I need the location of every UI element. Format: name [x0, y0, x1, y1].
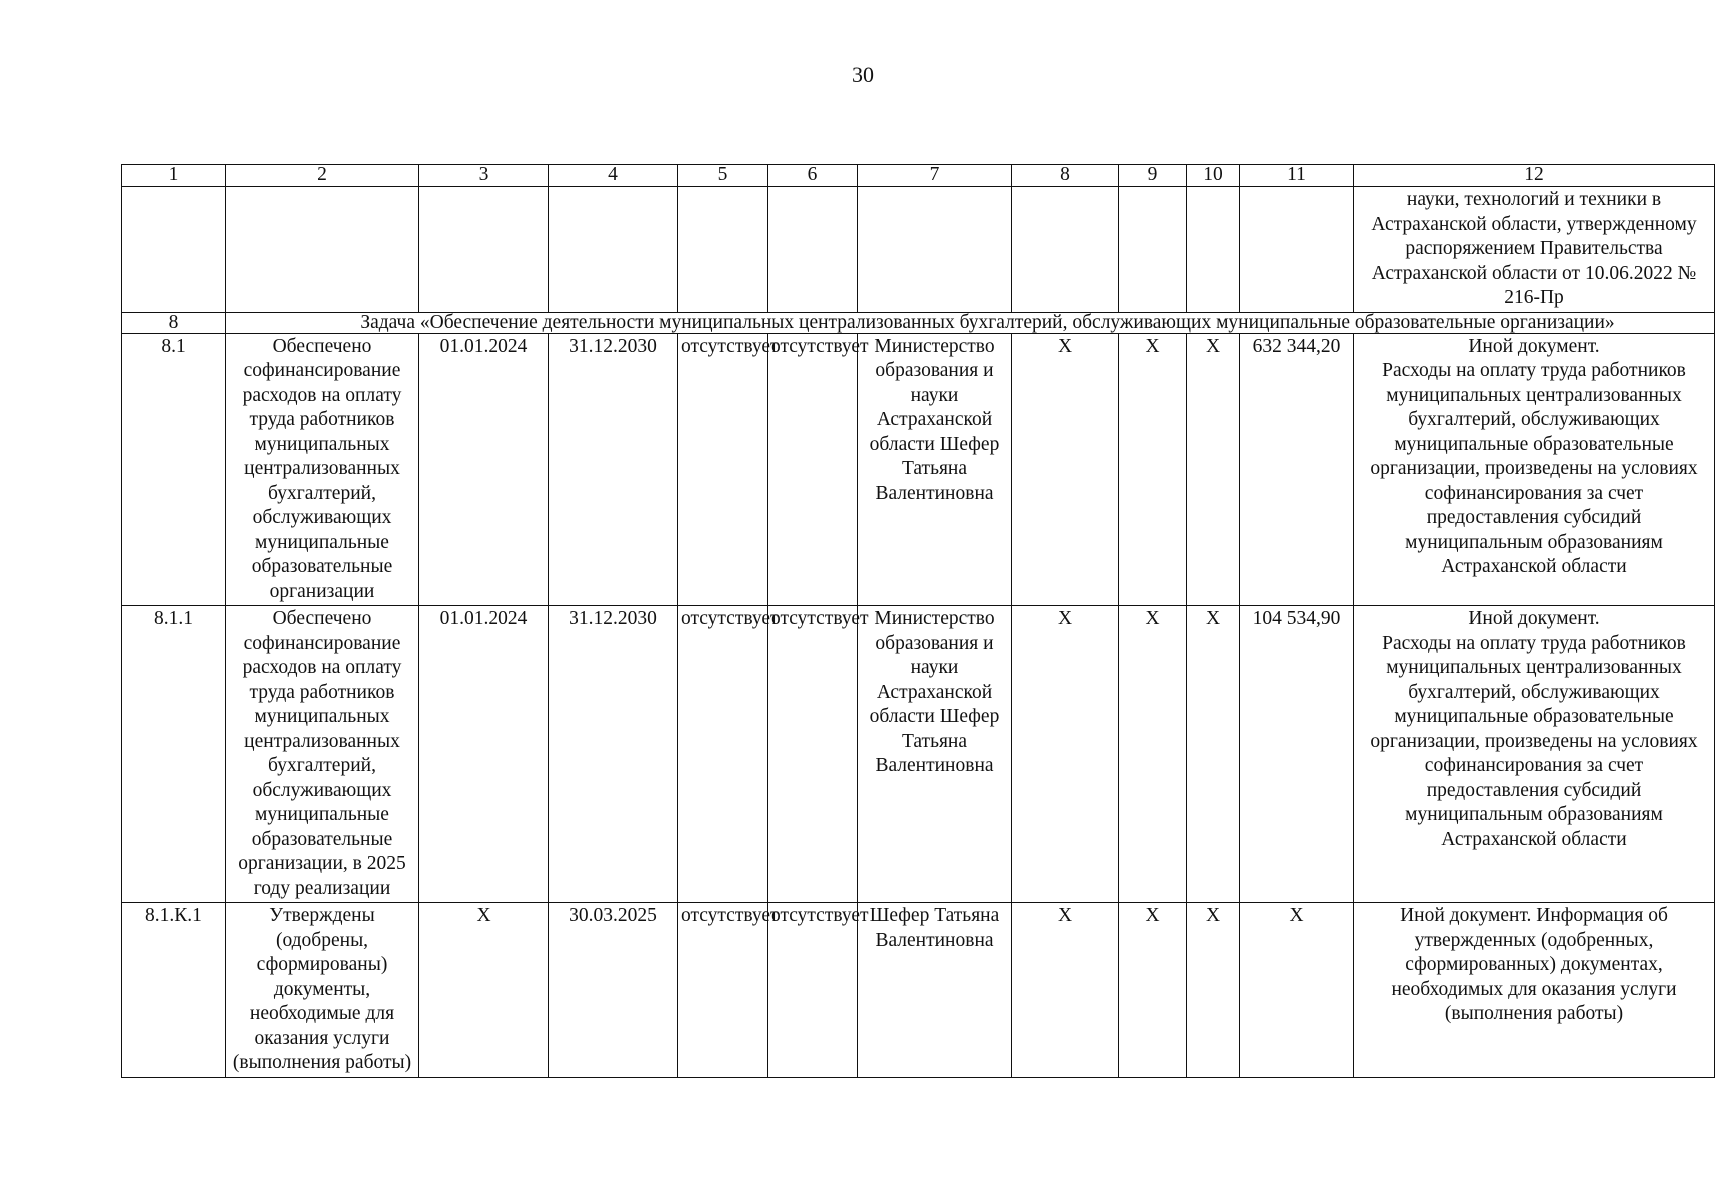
- empty-cell: [226, 187, 419, 313]
- document-title: Иной документ.: [1468, 335, 1600, 357]
- col8-value: X: [1012, 903, 1119, 1078]
- column-number: 2: [226, 165, 419, 187]
- row-number: 8.1: [122, 333, 226, 606]
- start-date: X: [419, 903, 549, 1078]
- result-name: Утверждены (одобрены, сформированы) документы, необходимые для оказания услуги (выполнения работы): [226, 903, 419, 1078]
- plan-table: [121, 164, 1715, 1078]
- task-number: 8: [122, 312, 226, 333]
- continuation-text: науки, технологий и техники в Астраханской области, утвержденному распоряжением Правительства Астраханской области от 10.06.2022 № 216-Пр: [1354, 187, 1715, 313]
- col9-value: X: [1119, 606, 1187, 903]
- row-number: 8.1.1: [122, 606, 226, 903]
- end-date: 30.03.2025: [549, 903, 678, 1078]
- col5-value: отсутствует: [678, 903, 768, 1078]
- empty-cell: [1119, 187, 1187, 313]
- column-number: 3: [419, 165, 549, 187]
- responsible: Министерство образования и науки Астраханской области Шефер Татьяна Валентиновна: [858, 333, 1012, 606]
- document-title: Иной документ.: [1468, 608, 1600, 629]
- page-number: 30: [852, 62, 874, 87]
- col10-value: X: [1187, 606, 1240, 903]
- document-text: Иной документ. Информация об утвержденных (одобренных, сформированных) документах, необходимых для оказания услуги (выполнения работы): [1391, 905, 1677, 1024]
- start-date: 01.01.2024: [419, 333, 549, 606]
- document-text: Расходы на оплату труда работников муниципальных централизованных бухгалтерий, обслуживающих муниципальные образовательные организации, произведены на условиях софинансирования за счет предоставления субсидий муниципальным образованиям Астраханской области: [1370, 360, 1698, 577]
- empty-cell: [1187, 187, 1240, 313]
- empty-cell: [1012, 187, 1119, 313]
- column-number: 1: [122, 165, 226, 187]
- document-cell: [1354, 333, 1715, 606]
- start-date: 01.01.2024: [419, 606, 549, 903]
- col8-value: X: [1012, 333, 1119, 606]
- document-cell: [1354, 606, 1715, 903]
- col6-value: отсутствует: [768, 606, 858, 903]
- column-number: 11: [1240, 165, 1354, 187]
- column-number: 12: [1354, 165, 1715, 187]
- column-number: 8: [1012, 165, 1119, 187]
- empty-cell: [858, 187, 1012, 313]
- task-title: Задача «Обеспечение деятельности муниципальных централизованных бухгалтерий, обслуживающих муниципальные образовательные организации»: [226, 312, 1715, 333]
- empty-cell: [122, 187, 226, 313]
- amount: X: [1240, 903, 1354, 1078]
- table-row: [122, 606, 1715, 903]
- column-number: 4: [549, 165, 678, 187]
- responsible: Министерство образования и науки Астраханской области Шефер Татьяна Валентиновна: [858, 606, 1012, 903]
- responsible: Шефер Татьяна Валентиновна: [858, 903, 1012, 1078]
- column-number: 9: [1119, 165, 1187, 187]
- row-number: 8.1.К.1: [122, 903, 226, 1078]
- amount: 632 344,20: [1240, 333, 1354, 606]
- col5-value: отсутствует: [678, 333, 768, 606]
- col5-value: отсутствует: [678, 606, 768, 903]
- document-cell: [1354, 903, 1715, 1078]
- col10-value: X: [1187, 903, 1240, 1078]
- empty-cell: [678, 187, 768, 313]
- column-number: 5: [678, 165, 768, 187]
- col10-value: X: [1187, 333, 1240, 606]
- column-number: 6: [768, 165, 858, 187]
- empty-cell: [768, 187, 858, 313]
- table-row: [122, 333, 1715, 606]
- col9-value: X: [1119, 903, 1187, 1078]
- empty-cell: [419, 187, 549, 313]
- table-row: [122, 903, 1715, 1078]
- column-number: 10: [1187, 165, 1240, 187]
- result-name: Обеспечено софинансирование расходов на оплату труда работников муниципальных централизованных бухгалтерий, обслуживающих муниципальные образовательные организации: [226, 333, 419, 606]
- result-name: Обеспечено софинансирование расходов на оплату труда работников муниципальных централизованных бухгалтерий, обслуживающих муниципальные образовательные организации, в 2025 году реализации: [226, 606, 419, 903]
- column-number: 7: [858, 165, 1012, 187]
- col9-value: X: [1119, 333, 1187, 606]
- empty-cell: [1240, 187, 1354, 313]
- col6-value: отсутствует: [768, 333, 858, 606]
- col8-value: X: [1012, 606, 1119, 903]
- document-text: Расходы на оплату труда работников муниципальных централизованных бухгалтерий, обслуживающих муниципальные образовательные организации, произведены на условиях софинансирования за счет предоставления субсидий муниципальным образованиям Астраханской области: [1370, 632, 1698, 850]
- continuation-row: [122, 187, 1715, 313]
- amount: 104 534,90: [1240, 606, 1354, 903]
- task-row: [122, 312, 1715, 333]
- empty-cell: [549, 187, 678, 313]
- end-date: 31.12.2030: [549, 606, 678, 903]
- col6-value: отсутствует: [768, 903, 858, 1078]
- end-date: 31.12.2030: [549, 333, 678, 606]
- column-number-row: [122, 165, 1715, 187]
